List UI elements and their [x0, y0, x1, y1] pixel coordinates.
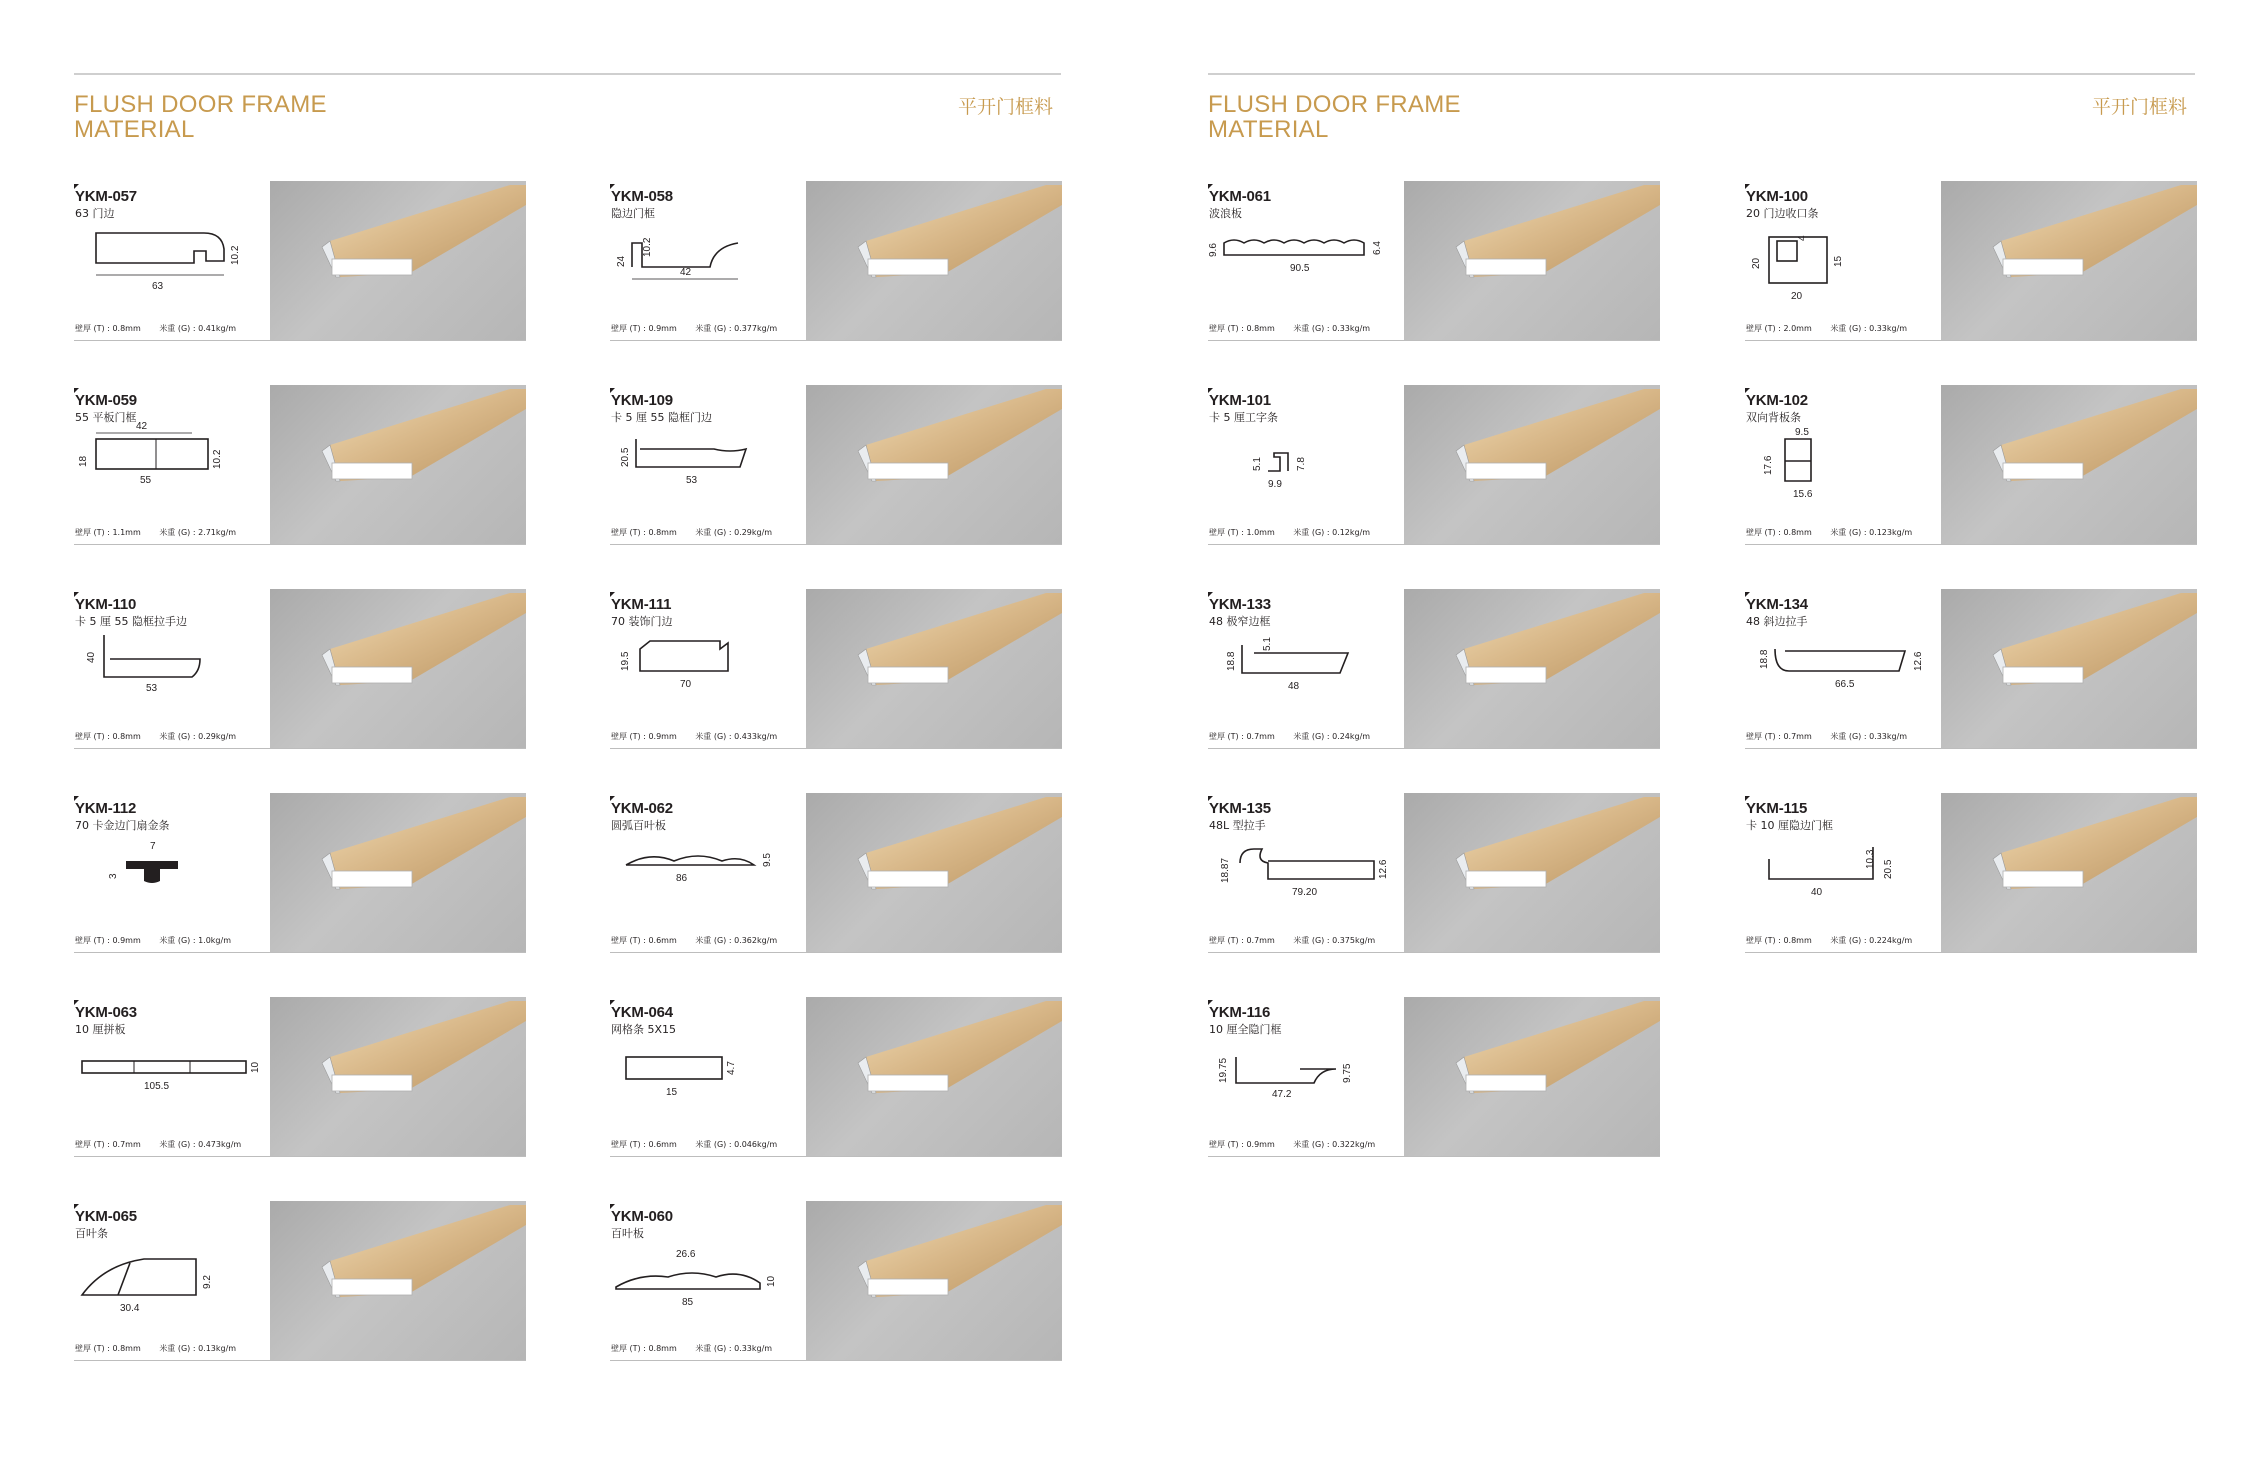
unit-weight: 米重 (G) : 0.322kg/m — [1293, 1140, 1376, 1149]
dim-label: 9.6 — [1208, 243, 1219, 257]
product-spec — [1209, 935, 1375, 946]
product-photo — [1404, 181, 1660, 340]
dim-label: 9.75 — [1342, 1063, 1353, 1083]
unit-weight: 米重 (G) : 0.375kg/m — [1293, 936, 1376, 945]
product-name: 70 装饰门边 — [611, 615, 673, 628]
unit-weight: 米重 (G) : 0.473kg/m — [159, 1140, 242, 1149]
wall-thickness: 壁厚 (T) : 0.7mm — [1209, 936, 1275, 945]
wall-thickness: 壁厚 (T) : 0.7mm — [75, 1140, 141, 1149]
product-spec — [1209, 1139, 1375, 1150]
dim-label: 86 — [676, 873, 688, 884]
dim-label: 5.1 — [1252, 457, 1263, 471]
dim-label: 105.5 — [144, 1081, 170, 1092]
dim-label: 40 — [86, 651, 97, 663]
dim-label: 12.6 — [1378, 859, 1389, 879]
product-code: YKM-101 — [1209, 392, 1271, 409]
profile-drawing — [610, 427, 798, 515]
product-code: YKM-133 — [1209, 596, 1271, 613]
card-rule — [610, 952, 1062, 953]
dim-label: 3 — [108, 873, 119, 879]
dim-label: 15 — [666, 1087, 678, 1098]
profile-drawing — [1745, 427, 1933, 515]
profile-drawing — [74, 1039, 262, 1127]
dim-label: 24 — [616, 255, 627, 267]
product-name: 20 门边收口条 — [1746, 207, 1819, 220]
dim-label: 10.2 — [212, 449, 223, 469]
product-code: YKM-134 — [1746, 596, 1808, 613]
product-photo — [806, 1201, 1062, 1360]
product-card — [1208, 181, 1660, 341]
product-code: YKM-062 — [611, 800, 673, 817]
product-code: YKM-065 — [75, 1208, 137, 1225]
product-name: 圆弧百叶板 — [611, 819, 666, 832]
product-card — [74, 589, 526, 749]
product-spec — [611, 1343, 772, 1354]
product-code: YKM-116 — [1209, 1004, 1271, 1021]
product-name: 70 卡金边门扇金条 — [75, 819, 170, 832]
product-name: 48 极窄边框 — [1209, 615, 1271, 628]
dim-label: 79.20 — [1292, 887, 1318, 898]
product-card — [610, 181, 1062, 341]
profile-drawing — [610, 1039, 798, 1127]
wall-thickness: 壁厚 (T) : 0.6mm — [611, 936, 677, 945]
unit-weight: 米重 (G) : 0.433kg/m — [695, 732, 778, 741]
card-rule — [74, 1360, 526, 1361]
product-photo — [806, 181, 1062, 340]
card-rule — [74, 1156, 526, 1157]
card-rule — [610, 1156, 1062, 1157]
product-photo — [806, 385, 1062, 544]
card-rule — [1208, 748, 1660, 749]
dim-label: 40 — [1811, 887, 1823, 898]
dim-label: 30.4 — [120, 1303, 140, 1314]
dim-label: 12.6 — [1913, 651, 1924, 671]
wall-thickness: 壁厚 (T) : 0.6mm — [611, 1140, 677, 1149]
card-rule — [610, 544, 1062, 545]
unit-weight: 米重 (G) : 0.33kg/m — [1830, 732, 1908, 741]
dim-label: 10.2 — [230, 245, 241, 265]
profile-drawing — [1208, 223, 1396, 311]
page-title-left — [74, 92, 327, 142]
product-code: YKM-060 — [611, 1208, 673, 1225]
profile-drawing — [610, 631, 798, 719]
product-spec — [1746, 935, 1912, 946]
wall-thickness: 壁厚 (T) : 0.8mm — [1746, 528, 1812, 537]
dim-label: 18.8 — [1759, 649, 1770, 669]
dim-label: 10.2 — [642, 237, 653, 257]
dim-label: 17.6 — [1763, 455, 1774, 475]
profile-drawing — [74, 421, 262, 515]
product-card — [74, 793, 526, 953]
dim-label: 70 — [680, 679, 692, 690]
product-spec — [75, 1343, 236, 1354]
dim-label: 19.5 — [620, 651, 631, 671]
unit-weight: 米重 (G) : 0.377kg/m — [695, 324, 778, 333]
card-rule — [1745, 544, 2197, 545]
dim-label: 20.5 — [1883, 859, 1894, 879]
card-rule — [74, 544, 526, 545]
dim-label: 42 — [680, 267, 692, 278]
product-card — [1745, 793, 2197, 953]
profile-drawing — [610, 1243, 798, 1331]
dim-label: 10 — [766, 1275, 777, 1287]
unit-weight: 米重 (G) : 0.12kg/m — [1293, 528, 1371, 537]
unit-weight: 米重 (G) : 2.71kg/m — [159, 528, 237, 537]
product-name: 10 厘拼板 — [75, 1023, 126, 1036]
product-code: YKM-061 — [1209, 188, 1271, 205]
dim-label: 53 — [686, 475, 698, 486]
wall-thickness: 壁厚 (T) : 0.8mm — [1746, 936, 1812, 945]
wall-thickness: 壁厚 (T) : 0.8mm — [75, 732, 141, 741]
product-photo — [1941, 589, 2197, 748]
dim-label: 18 — [78, 455, 89, 467]
profile-drawing — [610, 223, 798, 311]
dim-label: 90.5 — [1290, 263, 1310, 274]
product-spec — [611, 1139, 777, 1150]
dim-label: 15.6 — [1793, 489, 1813, 500]
title-line-2: MATERIAL — [74, 116, 195, 143]
product-spec — [1209, 527, 1370, 538]
profile-drawing — [1208, 1039, 1396, 1127]
product-spec — [611, 935, 777, 946]
dim-label: 9.5 — [762, 853, 773, 867]
wall-thickness: 壁厚 (T) : 0.9mm — [611, 732, 677, 741]
card-rule — [610, 748, 1062, 749]
card-rule — [610, 1360, 1062, 1361]
product-name: 网格条 5X15 — [611, 1023, 677, 1036]
product-spec — [75, 731, 236, 742]
profile-drawing — [1745, 631, 1933, 719]
card-rule — [1208, 1156, 1660, 1157]
product-card — [610, 589, 1062, 749]
wall-thickness: 壁厚 (T) : 0.9mm — [611, 324, 677, 333]
product-name: 10 厘全隐门框 — [1209, 1023, 1282, 1036]
top-rule-left — [74, 73, 1061, 75]
wall-thickness: 壁厚 (T) : 0.9mm — [75, 936, 141, 945]
product-name: 隐边门框 — [611, 207, 655, 220]
card-rule — [1745, 340, 2197, 341]
wall-thickness: 壁厚 (T) : 0.7mm — [1209, 732, 1275, 741]
product-photo — [270, 589, 526, 748]
card-rule — [74, 340, 526, 341]
dim-label: 85 — [682, 1297, 694, 1308]
product-card — [610, 997, 1062, 1157]
dim-label: 7.8 — [1296, 457, 1307, 471]
product-card — [74, 1201, 526, 1361]
wall-thickness: 壁厚 (T) : 0.9mm — [1209, 1140, 1275, 1149]
wall-thickness: 壁厚 (T) : 2.0mm — [1746, 324, 1812, 333]
wall-thickness: 壁厚 (T) : 0.8mm — [611, 1344, 677, 1353]
product-photo — [1404, 385, 1660, 544]
profile-drawing — [1208, 427, 1396, 515]
product-code: YKM-058 — [611, 188, 673, 205]
product-code: YKM-112 — [75, 800, 137, 817]
product-spec — [75, 323, 236, 334]
wall-thickness: 壁厚 (T) : 1.1mm — [75, 528, 141, 537]
product-card — [610, 385, 1062, 545]
product-code: YKM-064 — [611, 1004, 673, 1021]
dim-label: 47.2 — [1272, 1089, 1292, 1100]
card-rule — [1745, 952, 2197, 953]
product-spec — [75, 1139, 241, 1150]
unit-weight: 米重 (G) : 0.24kg/m — [1293, 732, 1371, 741]
title-line-1: FLUSH DOOR FRAME — [74, 91, 327, 118]
dim-label: 55 — [140, 475, 152, 486]
profile-drawing — [74, 631, 262, 719]
wall-thickness: 壁厚 (T) : 0.8mm — [75, 324, 141, 333]
product-spec — [1746, 527, 1912, 538]
dim-label: 20 — [1751, 257, 1762, 269]
dim-label: 26.6 — [676, 1249, 696, 1260]
product-name: 百叶条 — [75, 1227, 108, 1240]
unit-weight: 米重 (G) : 0.29kg/m — [159, 732, 237, 741]
product-spec — [1209, 731, 1370, 742]
dim-label: 20.5 — [620, 447, 631, 467]
dim-label: 5.1 — [1262, 637, 1273, 651]
product-name: 55 平板门框 — [75, 411, 137, 424]
product-code: YKM-111 — [611, 596, 672, 613]
product-spec — [75, 527, 236, 538]
product-photo — [270, 181, 526, 340]
dim-label: 48 — [1288, 681, 1300, 692]
dim-label: 53 — [146, 683, 158, 694]
product-code: YKM-102 — [1746, 392, 1808, 409]
product-spec — [75, 935, 231, 946]
title-line-1: FLUSH DOOR FRAME — [1208, 91, 1461, 118]
product-photo — [1404, 793, 1660, 952]
product-card — [610, 1201, 1062, 1361]
wall-thickness: 壁厚 (T) : 0.8mm — [1209, 324, 1275, 333]
product-card — [1208, 793, 1660, 953]
page-title-cn-left: 平开门框料 — [958, 96, 1054, 118]
unit-weight: 米重 (G) : 0.41kg/m — [159, 324, 237, 333]
dim-label: 15 — [1833, 255, 1844, 267]
profile-drawing — [1745, 835, 1933, 923]
product-spec — [1209, 323, 1370, 334]
product-card — [1208, 997, 1660, 1157]
product-photo — [1404, 589, 1660, 748]
unit-weight: 米重 (G) : 0.123kg/m — [1830, 528, 1913, 537]
product-spec — [611, 731, 777, 742]
profile-drawing — [1208, 631, 1396, 719]
product-code: YKM-057 — [75, 188, 137, 205]
product-code: YKM-100 — [1746, 188, 1808, 205]
card-rule — [1208, 340, 1660, 341]
product-name: 48 斜边拉手 — [1746, 615, 1808, 628]
profile-drawing — [74, 1243, 262, 1331]
product-card — [74, 181, 526, 341]
product-spec — [611, 527, 772, 538]
product-name: 卡 5 厘 55 隐框拉手边 — [75, 615, 187, 628]
card-rule — [610, 340, 1062, 341]
dim-label: 18.8 — [1226, 651, 1237, 671]
title-line-2: MATERIAL — [1208, 116, 1329, 143]
top-rule-right — [1208, 73, 2195, 75]
wall-thickness: 壁厚 (T) : 1.0mm — [1209, 528, 1275, 537]
profile-drawing — [1208, 835, 1396, 923]
product-card — [1208, 589, 1660, 749]
dim-label: 20 — [1791, 291, 1803, 302]
product-photo — [806, 997, 1062, 1156]
page-title-right — [1208, 92, 1461, 142]
product-spec — [1746, 731, 1907, 742]
dim-label: 10.3 — [1865, 849, 1876, 869]
unit-weight: 米重 (G) : 1.0kg/m — [159, 936, 231, 945]
dim-label: 42 — [136, 421, 148, 432]
product-card — [1745, 385, 2197, 545]
product-code: YKM-115 — [1746, 800, 1808, 817]
product-code: YKM-110 — [75, 596, 137, 613]
profile-drawing — [1745, 223, 1933, 311]
product-spec — [1746, 323, 1907, 334]
product-card — [74, 385, 526, 545]
profile-drawing — [610, 835, 798, 923]
card-rule — [1208, 544, 1660, 545]
product-photo — [806, 589, 1062, 748]
dim-label: 6.4 — [1372, 241, 1383, 255]
card-rule — [1745, 748, 2197, 749]
unit-weight: 米重 (G) : 0.224kg/m — [1830, 936, 1913, 945]
product-photo — [270, 997, 526, 1156]
product-code: YKM-109 — [611, 392, 673, 409]
unit-weight: 米重 (G) : 0.33kg/m — [695, 1344, 773, 1353]
unit-weight: 米重 (G) : 0.13kg/m — [159, 1344, 237, 1353]
profile-drawing — [74, 835, 262, 923]
product-name: 波浪板 — [1209, 207, 1242, 220]
product-photo — [806, 793, 1062, 952]
unit-weight: 米重 (G) : 0.33kg/m — [1293, 324, 1371, 333]
product-photo — [270, 385, 526, 544]
product-name: 卡 5 厘工字条 — [1209, 411, 1278, 424]
unit-weight: 米重 (G) : 0.046kg/m — [695, 1140, 778, 1149]
card-rule — [74, 952, 526, 953]
dim-label: 19.75 — [1218, 1057, 1229, 1083]
dim-label: 7 — [150, 841, 156, 852]
product-card — [74, 997, 526, 1157]
product-name: 卡 5 厘 55 隐框门边 — [611, 411, 712, 424]
product-card — [1208, 385, 1660, 545]
product-name: 卡 10 厘隐边门框 — [1746, 819, 1833, 832]
product-photo — [270, 1201, 526, 1360]
dim-label: 10 — [250, 1061, 261, 1073]
dim-label: 9.2 — [202, 1275, 213, 1289]
dim-label: 4.7 — [726, 1061, 737, 1075]
product-name: 双向背板条 — [1746, 411, 1801, 424]
page-title-cn-right: 平开门框料 — [2092, 96, 2188, 118]
dim-label: 9.5 — [1795, 427, 1809, 438]
wall-thickness: 壁厚 (T) : 0.8mm — [75, 1344, 141, 1353]
product-name: 百叶板 — [611, 1227, 644, 1240]
product-photo — [270, 793, 526, 952]
card-rule — [74, 748, 526, 749]
product-name: 63 门边 — [75, 207, 115, 220]
product-code: YKM-059 — [75, 392, 137, 409]
card-rule — [1208, 952, 1660, 953]
product-card — [610, 793, 1062, 953]
product-photo — [1404, 997, 1660, 1156]
product-code: YKM-063 — [75, 1004, 137, 1021]
dim-label: 63 — [152, 281, 164, 292]
product-name: 48L 型拉手 — [1209, 819, 1266, 832]
dim-label: 66.5 — [1835, 679, 1855, 690]
dim-label: 4 — [1797, 235, 1808, 241]
profile-drawing — [74, 223, 262, 311]
unit-weight: 米重 (G) : 0.33kg/m — [1830, 324, 1908, 333]
unit-weight: 米重 (G) : 0.29kg/m — [695, 528, 773, 537]
product-card — [1745, 589, 2197, 749]
dim-label: 18.87 — [1220, 857, 1231, 883]
wall-thickness: 壁厚 (T) : 0.7mm — [1746, 732, 1812, 741]
product-photo — [1941, 793, 2197, 952]
dim-label: 9.9 — [1268, 479, 1282, 490]
product-code: YKM-135 — [1209, 800, 1271, 817]
product-photo — [1941, 385, 2197, 544]
wall-thickness: 壁厚 (T) : 0.8mm — [611, 528, 677, 537]
unit-weight: 米重 (G) : 0.362kg/m — [695, 936, 778, 945]
product-card — [1745, 181, 2197, 341]
product-spec — [611, 323, 777, 334]
product-photo — [1941, 181, 2197, 340]
